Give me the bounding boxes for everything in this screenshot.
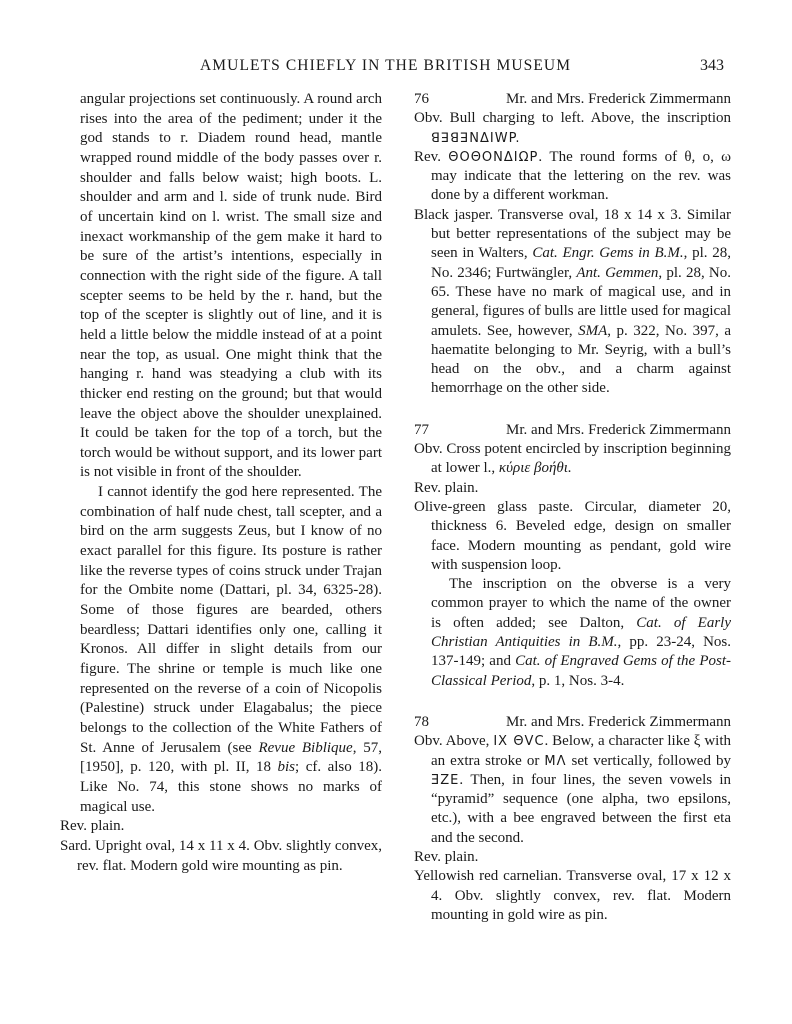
obverse-description: Obv. Above, ΙΧ ΘVC. Below, a character like ξ with an extra stroke or ΜΛ set vertically, followed by ƎΖΕ. Then, in four lines, the seven vowels in “pyramid” sequence (one alpha, two epsilons, etc.), with a bee engraved between the first eta and the second. [414,733,732,846]
obverse-inscription: κύριε βοήθι. [498,460,572,477]
left-column [60,90,382,876]
entry-owner: Mr. and Mrs. Frederick Zimmermann [506,91,731,107]
reverse-inscription: ΘΟΘΟΝΔΙΩΡ [448,149,539,165]
entry-owner: Mr. and Mrs. Frederick Zimmermann [506,713,731,730]
entry-heading [414,713,731,732]
commentary-paragraph: The inscription on the obverse is a very common prayer to which the name of the owner is often added; see Dalton, Cat. of Early Christian Antiquities in B.M., pp. 23-24, Nos. 137-149; and Cat. of Engraved Gems of the Post-Classical Period, p. 1, Nos. 3-4. [431,576,731,689]
reverse-description: Rev. ΘΟΘΟΝΔΙΩΡ. The round forms of θ, ο, ω may indicate that the lettering on the rev. was done by a different workman. [414,148,731,204]
entry-owner: Mr. and Mrs. Frederick Zimmermann [506,421,731,438]
sequence-inscription: ƎΖΕ [431,772,460,788]
obverse-description: Obv. Bull charging to left. Above, the inscription ꓭꓱꓭꓱNΔIWP. [414,110,731,146]
entry-number: 78 [414,713,429,730]
entry-number: 77 [414,421,429,438]
entry-heading [414,90,731,109]
running-head: AMULETS CHIEFLY IN THE BRITISH MUSEUM [200,57,572,74]
material-description: Sard. Upright oval, 14 x 11 x 4. Obv. slightly convex, rev. flat. Modern gold wire mounting as pin. [60,837,382,874]
continuation-paragraph: angular projections set continuously. A round arch rises into the area of the pediment; under it the god stands to r. Diadem round head, mantle wrapped round middle of the body passes over r. shoulder and falls below waist; high boots. L. shoulder and arm and l. side of trunk nude. Bird of uncertain kind on l. wrist. The small size and inexact workmanship of the gem make it hard to be sure of the artist’s intentions, especially in connection with the right side of the figure. A tall scepter seems to be held by the r. hand, but the top of the scepter is slightly out of line, and it is held a little below the middle instead of at a point near the top, as usual. One might think that the hanging r. hand was steadying a club with its thicker end resting on the ground; but that would leave the object above the shoulder unexplained. It could be taken for the top of a torch, but the torch would be without support, and its lower part is not visible in front of the shoulder. [80,91,382,481]
material-description: Olive-green glass paste. Circular, diameter 20, thickness 6. Beveled edge, design on smaller face. Modern mounting as pendant, gold wire with suspension loop. [414,498,731,573]
reverse-description: Rev. plain. [414,848,479,865]
reverse-description: Rev. plain. [414,479,479,496]
material-description: Black jasper. Transverse oval, 18 x 14 x 3. Similar but better representations of the subject may be seen in Walters, Cat. Engr. Gems in B.M., pl. 28, No. 2346; Furtwängler, Ant. Gemmen, pl. 28, No. 65. These have no mark of magical use, and in general, figures of bulls are little used for magical amulets. See, however, SMA, p. 322, No. 397, a haematite belonging to Mr. Seyrig, with a bull’s head on the obv., and a charm against hemorrhage on the other side. [414,206,731,397]
obverse-description: Obv. Cross potent encircled by inscription beginning at lower l., κύριε βοήθι. [414,441,731,477]
entry-number: 76 [414,91,429,107]
character-inscription: ΜΛ [544,753,567,769]
reverse-line: Rev. plain. [60,818,125,835]
commentary-paragraph: I cannot identify the god here represented. The combination of half nude chest, tall scepter, and a bird on the arm suggests Zeus, but I know of no exact parallel for this figure. Its posture is rather like the reverse types of coins struck under Trajan for the Ombite nome (Dattari, pl. 34, 6325-28). Some of those figures are bearded, others beardless; Dattari identifies only one, calling it Kronos. All differ in slight details from our figure. The shrine or temple is much like one represented on the reverse of a coin of Nicopolis (Palestine) struck under Elagabalus; the piece belongs to the collection of the White Fathers of St. Anne of Jerusalem (see Revue Biblique, 57, [1950], p. 120, with pl. II, 18 bis; cf. also 18). Like No. 74, this stone shows no marks of magical use. [80,484,383,815]
page-number: 343 [700,57,724,74]
catalog-entry-76 [414,90,731,399]
catalog-entry-77 [414,421,731,691]
material-description: Yellowish red carnelian. Transverse oval, 17 x 12 x 4. Obv. slightly convex, rev. flat. Modern mounting in gold wire as pin. [414,868,731,923]
catalog-entry-78 [414,713,731,925]
right-column [414,90,731,925]
obverse-inscription: ΙΧ ΘVC [493,734,545,750]
entry-heading [414,421,731,440]
obverse-inscription: ꓭꓱꓭꓱNΔIWP. [431,130,521,146]
